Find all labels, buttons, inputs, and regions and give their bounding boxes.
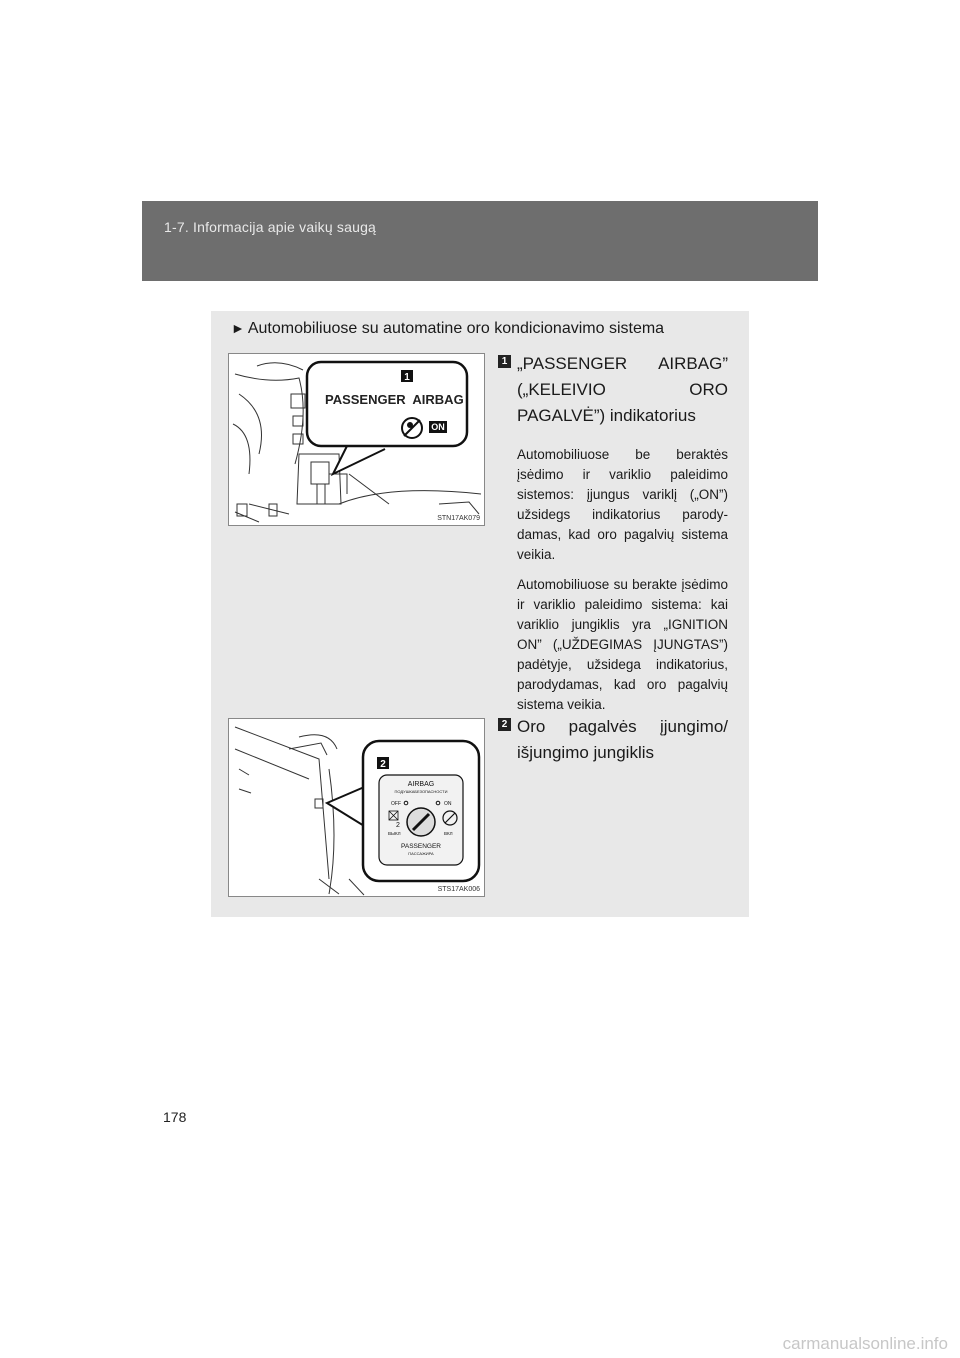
item-paragraph: Automobiliuose su berakte įsėdimo ir variklio paleidimo sistema: kai variklio jungiklis yra „IGNITION ON” („UŽDEGIMAS ĮJUNGTAS”) padėtyje, užsidega indikatorius, parodydamas, kad oro pagalvių sistema veikia. bbox=[517, 577, 728, 712]
switch-bottom-label: PASSENGER bbox=[401, 843, 441, 850]
passenger-airbag-indicator-label: PASSENGER AIRBAG bbox=[325, 392, 464, 407]
airbag-switch-illustration bbox=[229, 719, 484, 896]
figure-dashboard-indicator bbox=[228, 353, 485, 526]
subheading-text: Automobiliuose su automatine oro kondicionavimo sistema bbox=[247, 320, 665, 337]
switch-off-label-ru: ВЫКЛ bbox=[388, 831, 401, 836]
page-number: 178 bbox=[163, 1109, 187, 1125]
dashboard-illustration bbox=[229, 354, 484, 525]
indicator-on-label: ON bbox=[431, 422, 445, 432]
figure1-callout-number: 1 bbox=[404, 372, 410, 383]
switch-title-ru: ПОДУШКАБЕЗОПАСНОСТИ bbox=[394, 789, 448, 794]
item-number-badge: 2 bbox=[498, 718, 511, 731]
figure2-callout-number: 2 bbox=[380, 759, 386, 770]
triangle-marker-icon: ► bbox=[231, 320, 245, 336]
item-number-badge: 1 bbox=[498, 355, 511, 368]
switch-on-label: ON bbox=[444, 801, 452, 807]
item-passenger-airbag-indicator bbox=[500, 351, 728, 715]
section-title: 1-7. Informacija apie vaikų saugą bbox=[164, 219, 377, 235]
svg-text:2: 2 bbox=[396, 822, 400, 829]
key-slot-knob bbox=[407, 808, 435, 836]
subheading bbox=[231, 320, 664, 338]
switch-bottom-label-ru: ПАССАЖИРА bbox=[408, 851, 434, 856]
item-title: „PASSENGER AIRBAG” („KELEIVIO ORO PAGALVĖ”) indikatorius bbox=[517, 354, 728, 425]
switch-off-label: OFF bbox=[391, 801, 401, 807]
figure-airbag-switch bbox=[228, 718, 485, 897]
switch-title: AIRBAG bbox=[407, 781, 435, 788]
item-airbag-switch bbox=[500, 714, 728, 766]
watermark: carmanualsonline.info bbox=[782, 1334, 948, 1353]
figure2-code: STS17AK006 bbox=[437, 886, 480, 893]
switch-on-label-ru: ВКЛ bbox=[444, 831, 453, 836]
content-panel bbox=[211, 311, 749, 917]
section-header bbox=[142, 201, 818, 281]
figure1-code: STN17AK079 bbox=[437, 515, 480, 522]
item-title: Oro pagalvės įjungimo/ išjungimo jungiklis bbox=[517, 717, 728, 762]
item-paragraph: Automobiliuose be beraktės įsėdimo ir variklio paleidimo sistemos: įjungus variklį („ON”) užsidegs indikatorius parodydamas, kad oro pagalvių sistema veikia. bbox=[517, 447, 728, 562]
